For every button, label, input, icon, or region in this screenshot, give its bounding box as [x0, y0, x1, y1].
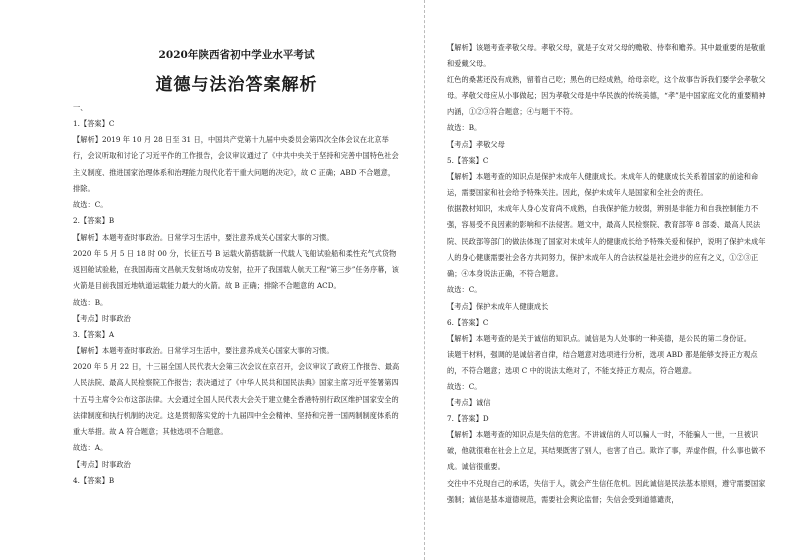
paragraph: 【考点】诚信	[447, 398, 491, 408]
paragraph: 【解析】本题考查时事政治。日常学习生活中，要注意养成关心国家大事的习惯。	[73, 232, 334, 242]
paragraph: 【考点】时事政治	[73, 459, 131, 469]
paragraph: 故选：B。	[73, 297, 108, 307]
paragraph: 故选：C。	[447, 381, 482, 391]
paragraph: 【考点】保护未成年人健康成长	[447, 301, 549, 311]
paragraph: 故选：C。	[447, 285, 482, 295]
exam-title: 2020年陕西省初中学业水平考试	[158, 49, 315, 61]
paragraph: 故选：B。	[447, 123, 482, 133]
paragraph: 【解析】本题考查的是关于诚信的知识点。诚信是为人处事的一种美德，是公民的第二身份证。	[447, 333, 751, 343]
paragraph: 2.【答案】B	[73, 216, 115, 226]
paragraph: 读题干材料，强调的是诚信者自律，结合题意对选项进行分析，选项 ABD 都是能够支持正方观点的，不符合题意；选项 C 中的说法太绝对了，不能支持正方观点，符合题意。	[447, 349, 758, 375]
paragraph: 5.【答案】C	[447, 155, 489, 165]
paragraph: 4.【答案】B	[73, 475, 115, 485]
column-divider	[424, 0, 425, 560]
paragraph: 【解析】本题考查的知识点是失信的危害。不讲诚信的人可以骗人一时，不能骗人一世，一旦被识破，他就很难在社会上立足，其结果既害了别人，也害了自己。欺诈了事，弄虚作假，什么事也做不成。诚信很重要。	[447, 430, 766, 472]
paragraph: 【考点】时事政治	[73, 313, 131, 323]
paragraph: 故选：C。	[73, 200, 108, 210]
paragraph: 一、	[73, 103, 88, 112]
paragraph: 【解析】本题考查时事政治。日常学习生活中，要注意养成关心国家大事的习惯。	[73, 345, 334, 355]
paragraph: 红色的桑葚还没有成熟，留着自己吃；黑色的已经成熟，给母亲吃，这个故事告诉我们要学会孝敬父母。孝敬父母应从小事做起；因为孝敬父母是中华民族的传统美德，“孝”是中国家庭文化的重要精神内涵，①②③符合题意；④与题干不符。	[447, 75, 766, 117]
paragraph: 依据教材知识，未成年人身心发育尚不成熟，自我保护能力较弱，辨别是非能力和自我控制能力不强，容易受不良因素的影响和不法侵害。题文中，最高人民检察院、教育部等 8 部委、最高人民法院、民政部等部门的做法体现了国家对未成年人的健康成长给予特殊关爱和保护，说明了保护未成年人的身心健康需要社会各方共同努力，保护未成年人的合法权益是社会进步的应有之义，①②③正确；④本身说法正确，不符合题意。	[447, 203, 766, 279]
paragraph: 交往中不兑现自己的承诺，失信于人，就会产生信任危机。因此诚信是民法基本原则，遵守需要国家强制；诚信是基本道德规范，需要社会舆论监督；失信会受到道德谴责，	[447, 478, 766, 504]
paragraph: 2020 年 5 月 22 日，十三届全国人民代表大会第三次会议在京召开，会议审议了政府工作报告、最高人民法院、最高人民检察院工作报告；表决通过了《中华人民共和国民法典》国家主席习近平签署第四十五号主席令公布这部法律。大会通过全国人民代表大会关于建立健全香港特别行政区维护国家安全的法律制度和执行机制的决定。这是贯彻落实党的十九届四中全会精神、坚持和完善一国两制制度体系的重大举措。故 A 符合题意；其他选项不合题意。	[73, 361, 400, 437]
paragraph: 【解析】该题考查孝敬父母。孝敬父母，就是子女对父母的赡敬、侍奉和赡养。其中最重要的是敬重和爱戴父母。	[447, 43, 766, 69]
paragraph: 7.【答案】D	[447, 414, 489, 424]
paragraph: 故选：A。	[73, 443, 108, 453]
paragraph: 6.【答案】C	[447, 317, 489, 327]
right-column	[447, 0, 772, 560]
paragraph: 3.【答案】A	[73, 329, 115, 339]
paragraph: 【解析】本题考查的知识点是保护未成年人健康成长。未成年人的健康成长关系着国家的前途和命运，需要国家和社会给予特殊关注。因此，保护未成年人是国家和全社会的责任。	[447, 171, 759, 197]
left-column	[73, 0, 400, 560]
subject-title: 道德与法治答案解析	[155, 75, 318, 95]
paragraph: 1.【答案】C	[73, 119, 115, 129]
paragraph: 2020 年 5 月 5 日 18 时 00 分，长征五号 B 运载火箭搭载新一代载人飞船试验船和柔性充气式货物返回舱试验舱，在我国海南文昌航天发射场成功发射，拉开了我国载人航天工程“第三步”任务序幕，该火箭是目前我国近地轨道运载能力最大的火箭。故 B 正确；排除不合题意的 ACD。	[73, 248, 399, 291]
paragraph: 【解析】2019 年 10 月 28 日至 31 日，中国共产党第十九届中央委员会第四次全体会议在北京举行，会议听取和讨论了习近平作的工作报告，会议审议通过了《中共中央关于坚持和完善中国特色社会主义制度、推进国家治理体系和治理能力现代化若干重大问题的决定》，故 C 正确；ABD 不合题意，排除。	[73, 135, 399, 194]
paragraph: 【考点】孝敬父母	[447, 139, 505, 149]
